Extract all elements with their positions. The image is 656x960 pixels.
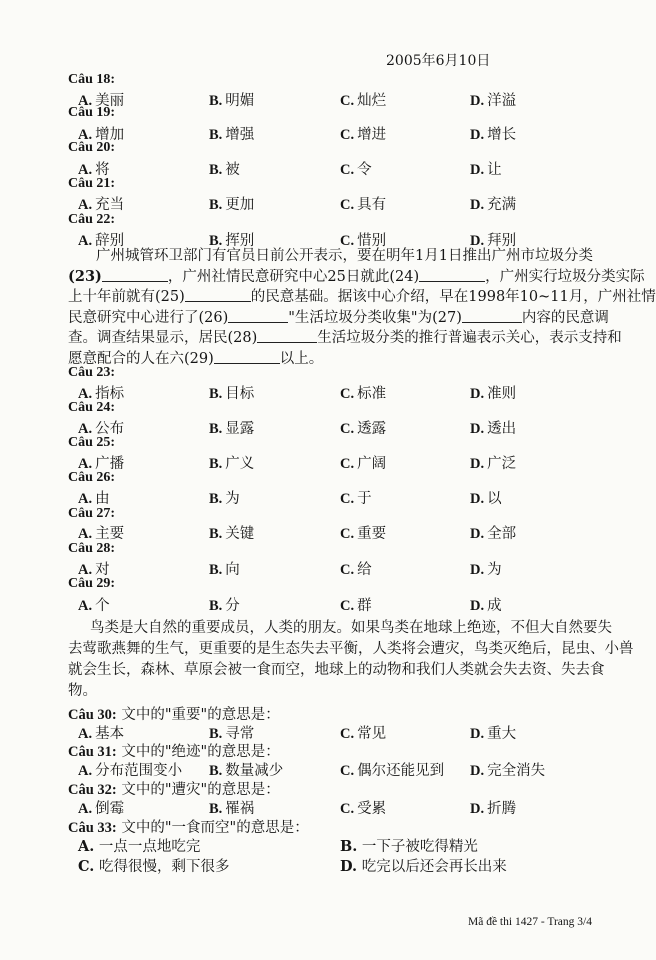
option-b: B. 关键	[209, 526, 255, 542]
passage-text: "生活垃圾分类收集"为(27)	[288, 309, 462, 326]
option-d: D. 洋溢	[470, 93, 517, 109]
passage-line	[68, 287, 656, 308]
option-c: C. 灿烂	[340, 93, 387, 109]
option-a: A. 分布范围变小	[78, 763, 183, 779]
option-c: C. 广阔	[340, 456, 387, 472]
option-b: B. 分	[209, 598, 240, 614]
exam-date: 2005年6月10日	[386, 53, 491, 69]
option-d: D. 充满	[470, 197, 517, 213]
answer-blank	[228, 308, 288, 323]
question-label: Câu 21:	[68, 176, 116, 191]
option-b: B. 挥别	[209, 233, 255, 249]
passage-text: 以上。	[279, 350, 324, 367]
answer-blank	[185, 287, 251, 302]
option-d: D. 透出	[470, 421, 517, 437]
passage-text: 生活垃圾分类的推行普遍表示关心，表示支持和	[317, 330, 622, 346]
question-label: Câu 19:	[68, 105, 116, 120]
option-d: D. 吃完以后还会再长出来	[340, 858, 507, 875]
passage-text: ，广州实行垃圾分类实际	[485, 268, 645, 285]
question-label: Câu 28:	[68, 541, 116, 556]
passage-text: 民意研究中心进行了(26)	[68, 309, 229, 326]
option-c: C. 受累	[340, 801, 387, 817]
option-row	[78, 797, 638, 817]
option-c: C. 常见	[340, 726, 387, 742]
passage-line: 去莺歌燕舞的生气，更重要的是生态失去平衡，人类将会遭灾，鸟类灭绝后，昆虫、小兽	[68, 641, 634, 657]
question-label: Câu 24:	[68, 400, 116, 415]
question-stem: Câu 32: 文中的"遭灾"的意思是：	[68, 782, 280, 798]
passage-line	[68, 308, 609, 329]
option-d: D. 以	[470, 491, 502, 507]
option-c: C. 具有	[340, 197, 387, 213]
option-b: B. 显露	[209, 421, 255, 437]
reading-passage-1	[68, 246, 656, 369]
option-a: A. 倒霉	[78, 801, 125, 817]
option-a: A. 基本	[78, 726, 125, 742]
question-label: Câu 18:	[68, 72, 116, 87]
option-a: A. 公布	[78, 421, 125, 437]
passage-text: 上十年前就有(25)	[68, 289, 185, 305]
option-b: B. 明媚	[209, 93, 255, 109]
option-row	[78, 487, 638, 507]
option-c: C. 给	[340, 562, 372, 578]
option-a: A. 增加	[78, 127, 125, 143]
option-b: B. 增强	[209, 127, 255, 143]
option-row	[78, 855, 638, 875]
answer-blank	[419, 267, 485, 282]
option-b: B. 向	[209, 562, 240, 578]
question-stem: Câu 31: 文中的"绝迹"的意思是：	[68, 744, 280, 760]
question-label: Câu 23:	[68, 365, 116, 380]
page-footer: Mã đề thi 1427 - Trang 3/4	[468, 916, 592, 928]
option-d: D. 成	[470, 598, 502, 614]
option-a: A. 将	[78, 162, 110, 178]
option-d: D. 增长	[470, 127, 517, 143]
passage-text: 内容的民意调	[521, 309, 609, 326]
option-c: C. 标准	[340, 386, 387, 402]
question-label: Câu 20:	[68, 140, 116, 155]
option-d: D. 折腾	[470, 801, 517, 817]
option-d: D. 重大	[470, 726, 517, 742]
option-a: A. 辞别	[78, 233, 125, 249]
passage-text: 的民意基础。据该中心介绍，早在1998年10~11月，广州社情	[250, 289, 656, 305]
option-b: B. 一下子被吃得精光	[340, 838, 478, 855]
passage-line	[68, 267, 645, 288]
question-label: Câu 26:	[68, 470, 116, 485]
passage-text: 查。调查结果显示，居民(28)	[68, 330, 258, 346]
option-row	[78, 759, 638, 779]
option-c: C. 吃得很慢，剩下很多	[78, 858, 230, 875]
option-row	[78, 522, 638, 542]
option-row	[78, 452, 638, 472]
question-label: Câu 22:	[68, 212, 116, 227]
option-b: B. 数量减少	[209, 763, 284, 779]
option-b: B. 广义	[209, 456, 255, 472]
option-row	[78, 89, 638, 109]
option-d: D. 准则	[470, 386, 517, 402]
option-d: D. 完全消失	[470, 763, 546, 779]
option-b: B. 罹祸	[209, 801, 255, 817]
question-label: Câu 29:	[68, 576, 116, 591]
option-c: C. 令	[340, 162, 372, 178]
passage-line: 广州城管环卫部门有官员日前公开表示，要在明年1月1日推出广州市垃圾分类	[96, 248, 593, 264]
question-label: Câu 27:	[68, 506, 116, 521]
option-a: A. 由	[78, 491, 110, 507]
option-d: D. 广泛	[470, 456, 517, 472]
option-c: C. 于	[340, 491, 372, 507]
answer-blank	[102, 267, 168, 282]
passage-line: 就会生长，森林、草原会被一食而空，地球上的动物和我们人类就会失去资、失去食	[68, 662, 605, 678]
option-b: B. 目标	[209, 386, 255, 402]
option-a: A. 广播	[78, 456, 125, 472]
option-row	[78, 123, 638, 143]
option-row	[78, 722, 638, 742]
passage-line: 鸟类是大自然的重要成员，人类的朋友。如果鸟类在地球上绝迹，不但大自然要失	[90, 620, 612, 636]
option-c: C. 重要	[340, 526, 387, 542]
option-row	[78, 558, 638, 578]
answer-blank	[462, 308, 522, 323]
option-c: C. 透露	[340, 421, 387, 437]
option-a: A. 个	[78, 598, 110, 614]
option-a: A. 充当	[78, 197, 125, 213]
passage-text: 愿意配合的人在六(29)	[68, 350, 214, 367]
option-b: B. 为	[209, 491, 240, 507]
option-b: B. 更加	[209, 197, 255, 213]
passage-line	[68, 349, 580, 370]
passage-line	[68, 328, 622, 349]
reading-passage-2	[68, 618, 634, 702]
option-a: A. 主要	[78, 526, 125, 542]
option-a: A. 美丽	[78, 93, 125, 109]
option-c: C. 群	[340, 598, 372, 614]
option-a: A. 指标	[78, 386, 125, 402]
option-a: A. 一点一点地吃完	[78, 838, 201, 855]
option-c: C. 惜别	[340, 233, 387, 249]
question-stem: Câu 33: 文中的"一食而空"的意思是：	[68, 820, 309, 836]
option-d: D. 全部	[470, 526, 517, 542]
option-row	[78, 594, 638, 614]
option-b: B. 被	[209, 162, 240, 178]
question-label: Câu 25:	[68, 435, 116, 450]
option-row	[78, 835, 638, 855]
option-c: C. 增进	[340, 127, 387, 143]
answer-blank	[257, 328, 317, 343]
option-row	[78, 158, 638, 178]
passage-line: 物。	[68, 683, 97, 699]
option-row	[78, 417, 638, 437]
answer-blank	[214, 349, 280, 364]
question-stem: Câu 30: 文中的"重要"的意思是：	[68, 707, 280, 723]
option-d: D. 让	[470, 162, 502, 178]
option-row	[78, 382, 638, 402]
option-row	[78, 193, 638, 213]
option-b: B. 寻常	[209, 726, 255, 742]
option-d: D. 为	[470, 562, 502, 578]
option-a: A. 对	[78, 562, 110, 578]
option-d: D. 拜别	[470, 233, 517, 249]
blank-number: (23)	[68, 267, 102, 285]
option-c: C. 偶尔还能见到	[340, 763, 445, 779]
passage-text: ，广州社情民意研究中心25日就此(24)	[167, 268, 420, 285]
